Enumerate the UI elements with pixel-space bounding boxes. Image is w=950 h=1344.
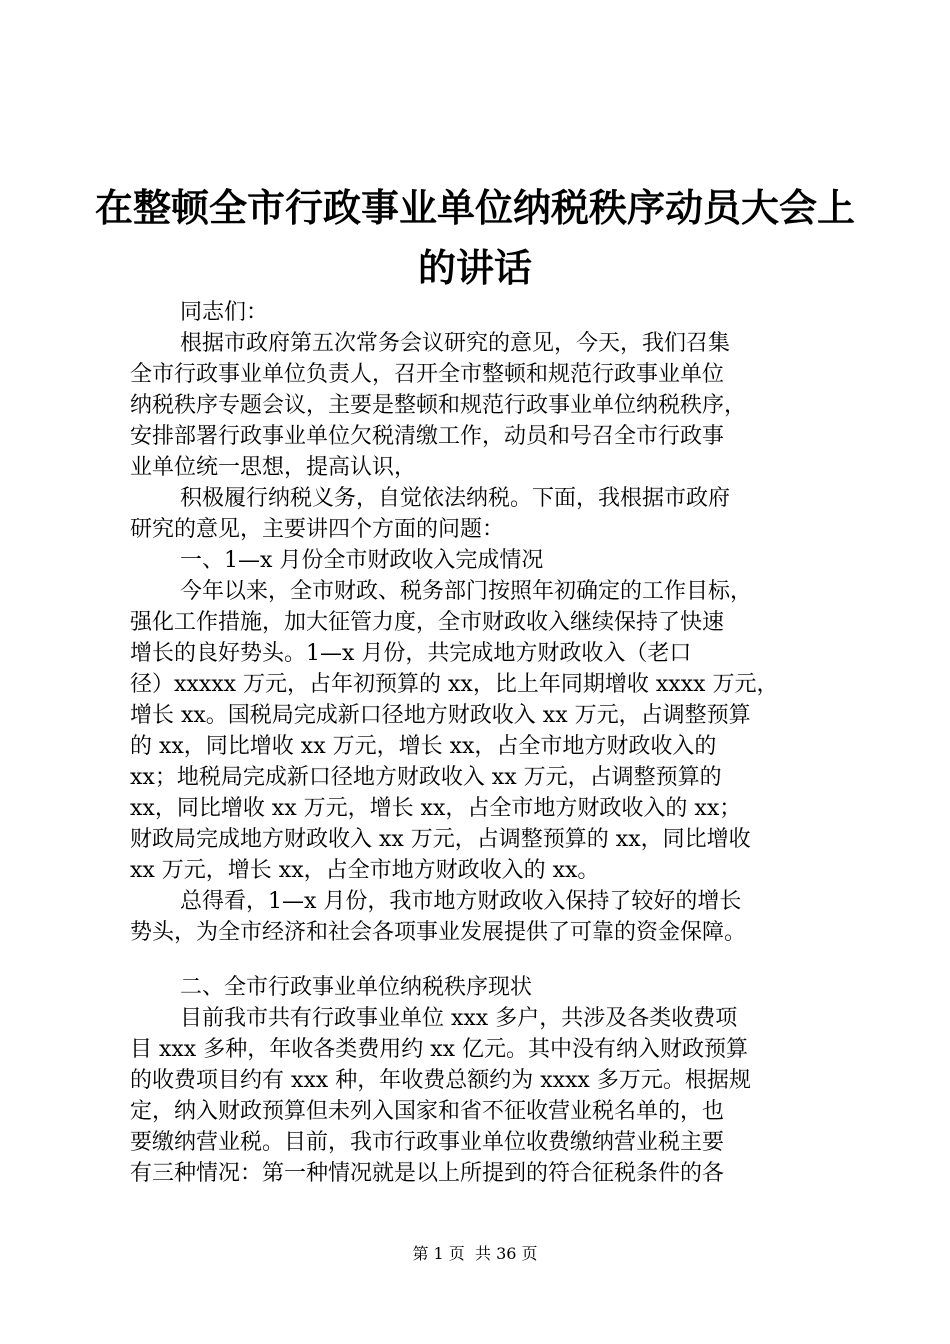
body-line: 纳税秩序专题会议，主要是整顿和规范行政事业单位纳税秩序， bbox=[130, 393, 747, 418]
salutation: 同志们： bbox=[180, 300, 269, 325]
body-line: 财政局完成地方财政收入 xx 万元，占调整预算的 xx，同比增收 bbox=[130, 827, 751, 852]
body-line: xx，同比增收 xx 万元，增长 xx，占全市地方财政收入的 xx； bbox=[130, 796, 742, 821]
body-line: 根据市政府第五次常务会议研究的意见，今天，我们召集 bbox=[180, 331, 731, 356]
page-footer bbox=[0, 1244, 950, 1264]
page-total: 共 36 页 bbox=[474, 1244, 538, 1263]
body-line: 研究的意见，主要讲四个方面的问题： bbox=[130, 517, 505, 542]
section-heading: 二、全市行政事业单位纳税秩序现状 bbox=[180, 975, 533, 1000]
body-line: 的收费项目约有 xxx 种，年收费总额约为 xxxx 多万元。根据规 bbox=[130, 1068, 751, 1093]
body-line: xx 万元，增长 xx，占全市地方财政收入的 xx。 bbox=[130, 858, 600, 883]
page-number: 第 1 页 bbox=[412, 1244, 465, 1263]
body-line: 目前我市共有行政事业单位 xxx 多户，共涉及各类收费项 bbox=[180, 1006, 738, 1031]
body-line: 有三种情况：第一种情况就是以上所提到的符合征税条件的各 bbox=[130, 1161, 725, 1186]
body-line: xx；地税局完成新口径地方财政收入 xx 万元，占调整预算的 bbox=[130, 765, 722, 790]
body-line: 全市行政事业单位负责人，召开全市整顿和规范行政事业单位 bbox=[130, 362, 725, 387]
title-line-2: 的讲话 bbox=[417, 246, 532, 290]
body-line: 目 xxx 多种，年收各类费用约 xx 亿元。其中没有纳入财政预算 bbox=[130, 1037, 749, 1062]
body-line: 业单位统一思想，提高认识， bbox=[130, 455, 417, 480]
section-heading: 一、1—x 月份全市财政收入完成情况 bbox=[180, 548, 544, 573]
body-line: 势头，为全市经济和社会各项事业发展提供了可靠的资金保障。 bbox=[130, 920, 747, 945]
body-line: 径）xxxxx 万元，占年初预算的 xx，比上年同期增收 xxxx 万元， bbox=[130, 672, 779, 697]
body-line: 安排部署行政事业单位欠税清缴工作，动员和号召全市行政事 bbox=[130, 424, 725, 449]
body-line: 增长的良好势头。1—x 月份，共完成地方财政收入（老口 bbox=[130, 641, 692, 666]
body-line: 定，纳入财政预算但未列入国家和省不征收营业税名单的，也 bbox=[130, 1099, 725, 1124]
body-line: 强化工作措施，加大征管力度，全市财政收入继续保持了快速 bbox=[130, 610, 725, 635]
body-line: 今年以来，全市财政、税务部门按照年初确定的工作目标， bbox=[180, 579, 753, 604]
title-line-1: 在整顿全市行政事业单位纳税秩序动员大会上 bbox=[95, 186, 856, 230]
body-line: 的 xx，同比增收 xx 万元，增长 xx，占全市地方财政收入的 bbox=[130, 734, 717, 759]
body-line: 增长 xx。国税局完成新口径地方财政收入 xx 万元，占调整预算 bbox=[130, 703, 751, 728]
body-line: 积极履行纳税义务，自觉依法纳税。下面，我根据市政府 bbox=[180, 486, 731, 511]
body-line: 要缴纳营业税。目前，我市行政事业单位收费缴纳营业税主要 bbox=[130, 1130, 725, 1155]
body-line: 总得看，1—x 月份，我市地方财政收入保持了较好的增长 bbox=[180, 889, 742, 914]
